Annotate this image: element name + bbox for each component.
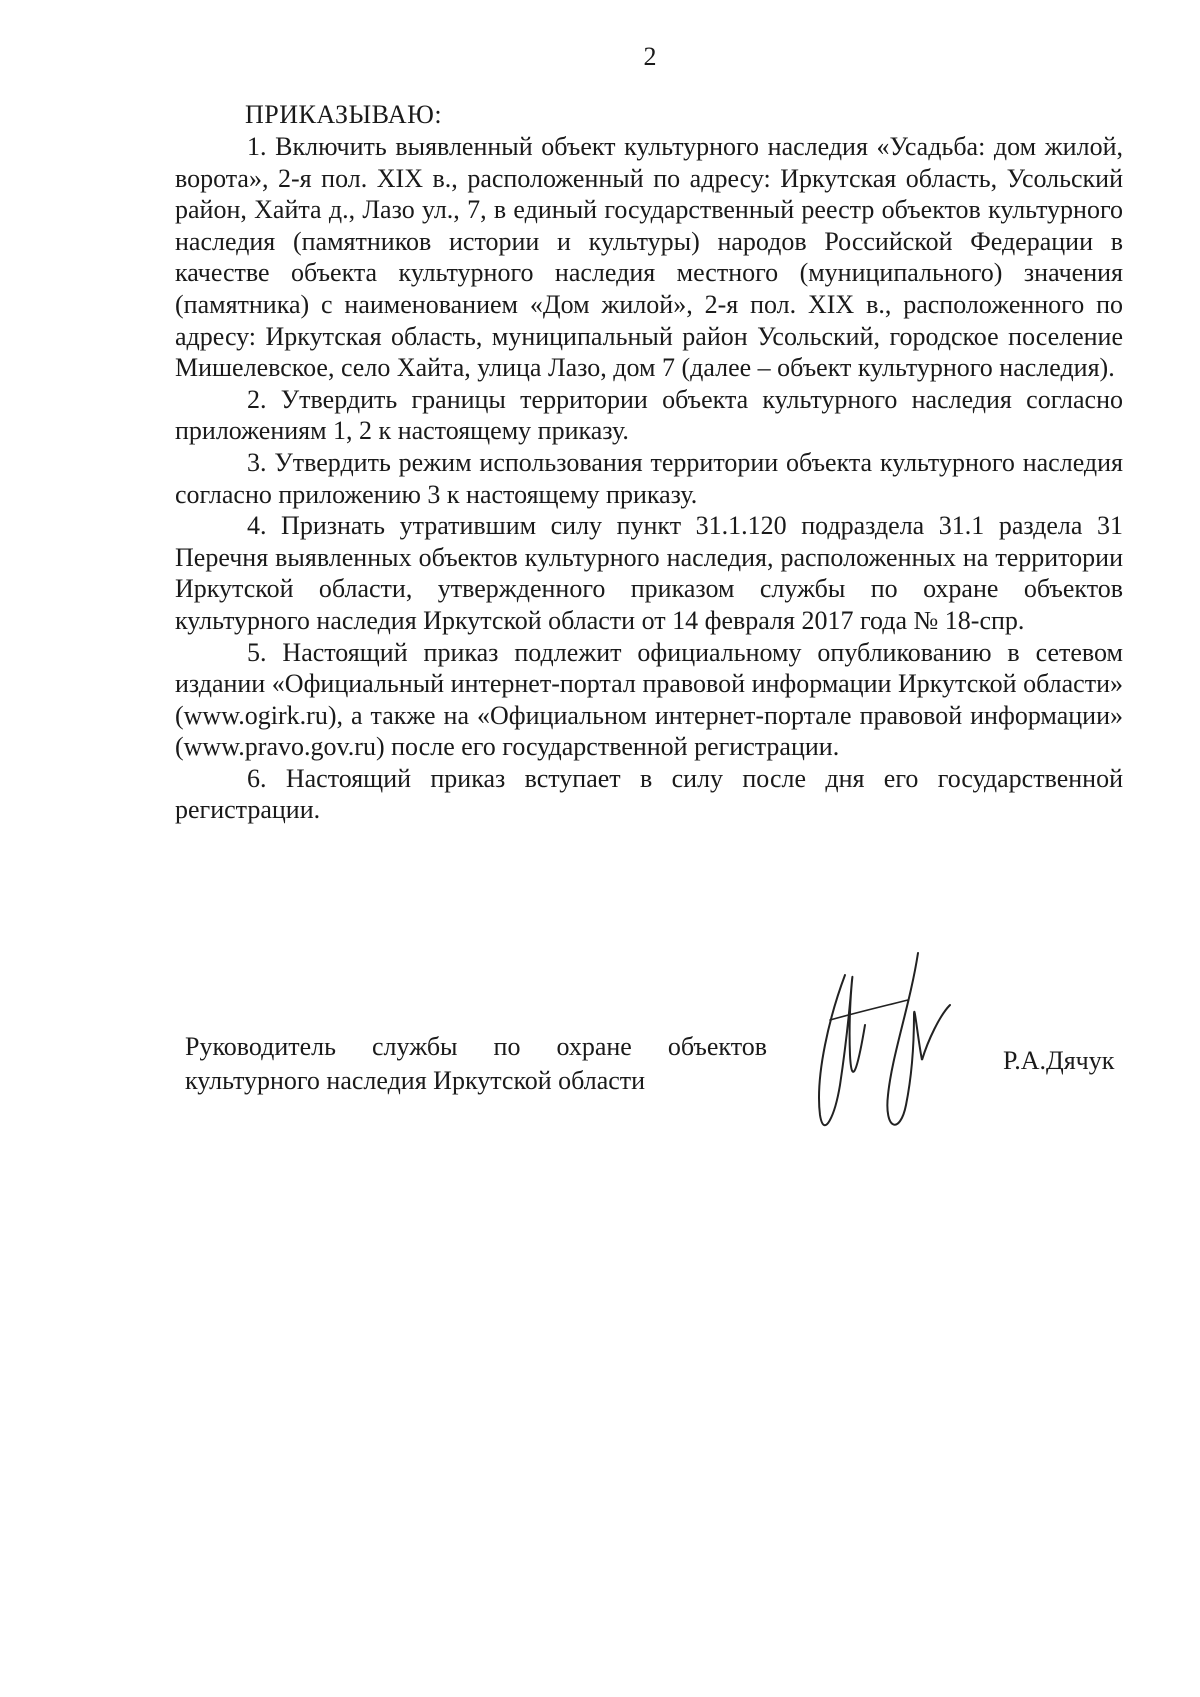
order-item-3: 3. Утвердить режим использования территории объекта культурного наследия согласно приложению 3 к настоящему приказу.: [175, 447, 1123, 509]
order-item-1: 1. Включить выявленный объект культурного наследия «Усадьба: дом жилой, ворота», 2-я пол. XIX в., расположенный по адресу: Иркутская область, Усольский район, Хайта д., Лазо ул., 7, в единый государственный реестр объектов культурного наследия (памятников истории и культуры) народов Российской Федерации в качестве объекта культурного наследия местного (муниципального) значения (памятника) с наименованием «Дом жилой», 2-я пол. XIX в., расположенного по адресу: Иркутская область, муниципальный район Усольский, городское поселение Мишелевское, село Хайта, улица Лазо, дом 7 (далее – объект культурного наследия).: [175, 132, 1123, 383]
order-item-6: 6. Настоящий приказ вступает в силу после дня его государственной регистрации.: [175, 763, 1123, 825]
order-body: [175, 131, 1123, 826]
order-item-4: 4. Признать утратившим силу пункт 31.1.120 подраздела 31.1 раздела 31 Перечня выявленных объектов культурного наследия, расположенных на территории Иркутской области, утвержденного приказом службы по охране объектов культурного наследия Иркутской области от 14 февраля 2017 года № 18-спр.: [175, 511, 1123, 635]
page-number: 2: [643, 42, 657, 71]
handwritten-signature: [810, 945, 970, 1145]
signatory-position-line-2: культурного наследия Иркутской области: [185, 1066, 646, 1095]
order-item-2: 2. Утвердить границы территории объекта культурного наследия согласно приложениям 1, 2 к настоящему приказу.: [175, 384, 1123, 446]
signatory-position-line-1: Руководитель службы по охране объектов: [185, 1032, 767, 1061]
signatory-position: [185, 1030, 785, 1098]
order-item-5: 5. Настоящий приказ подлежит официальному опубликованию в сетевом издании «Официальный интернет-портал правовой информации Иркутской области» (www.ogirk.ru), а также на «Официальном интернет-портале правовой информации» (www.pravo.gov.ru) после его государственной регистрации.: [175, 637, 1123, 762]
order-heading: ПРИКАЗЫВАЮ:: [245, 100, 443, 129]
signatory-name: Р.А.Дячук: [1003, 1046, 1115, 1075]
